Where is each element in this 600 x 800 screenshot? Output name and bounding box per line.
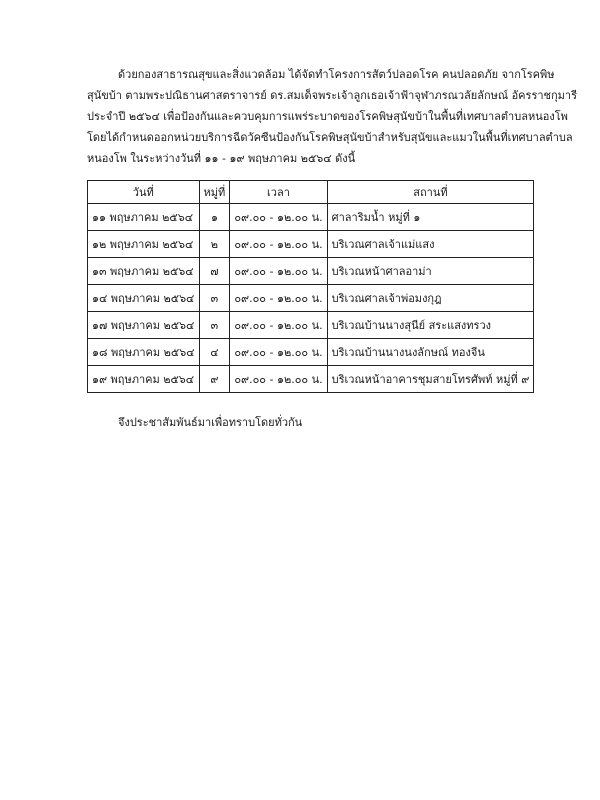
cell-place: บริเวณศาลเจ้าแม่แสง xyxy=(327,231,534,258)
table-row xyxy=(88,312,534,339)
cell-time: ๐๙.๐๐ - ๑๒.๐๐ น. xyxy=(230,366,327,393)
closing-statement: จึงประชาสัมพันธ์มาเพื่อทราบโดยทั่วกัน xyxy=(118,416,303,429)
cell-place: บริเวณหน้าศาลอาม่า xyxy=(327,258,534,285)
cell-time: ๐๙.๐๐ - ๑๒.๐๐ น. xyxy=(230,285,327,312)
cell-village: ๑ xyxy=(199,204,230,231)
cell-time: ๐๙.๐๐ - ๑๒.๐๐ น. xyxy=(230,339,327,366)
cell-place: บริเวณศาลเจ้าพ่อมงกุฎ xyxy=(327,285,534,312)
cell-time: ๐๙.๐๐ - ๑๒.๐๐ น. xyxy=(230,312,327,339)
cell-date: ๑๑ พฤษภาคม ๒๕๖๔ xyxy=(88,204,200,231)
table-row xyxy=(88,231,534,258)
cell-date: ๑๙ พฤษภาคม ๒๕๖๔ xyxy=(88,366,200,393)
header-place: สถานที่ xyxy=(327,181,534,204)
cell-place: ศาลาริมน้ำ หมู่ที่ ๑ xyxy=(327,204,534,231)
cell-village: ๙ xyxy=(199,366,230,393)
table-row xyxy=(88,258,534,285)
cell-date: ๑๒ พฤษภาคม ๒๕๖๔ xyxy=(88,231,200,258)
cell-village: ๓ xyxy=(199,285,230,312)
table-header-row xyxy=(88,181,534,204)
table-row xyxy=(88,366,534,393)
intro-line: หนองโพ ในระหว่างวันที่ ๑๑ - ๑๙ พฤษภาคม ๒๕๖๔ ดังนี้ xyxy=(87,152,356,165)
cell-time: ๐๙.๐๐ - ๑๒.๐๐ น. xyxy=(230,231,327,258)
header-time: เวลา xyxy=(230,181,327,204)
cell-village: ๒ xyxy=(199,231,230,258)
intro-line: โดยได้กำหนดออกหน่วยบริการฉีดวัคซีนป้องกันโรคพิษสุนัขบ้าสำหรับสุนัขและแมวในพื้นที่เทศบาลตำบล xyxy=(87,131,573,144)
table-row xyxy=(88,204,534,231)
cell-date: ๑๘ พฤษภาคม ๒๕๖๔ xyxy=(88,339,200,366)
cell-place: บริเวณบ้านนางนงลักษณ์ ทองจีน xyxy=(327,339,534,366)
intro-line: ประจำปี ๒๕๖๔ เพื่อป้องกันและควบคุมการแพร่ระบาดของโรคพิษสุนัขบ้าในพื้นที่เทศบาลตำบลหนองโพ xyxy=(87,110,568,123)
cell-place: บริเวณหน้าอาคารชุมสายโทรศัพท์ หมู่ที่ ๙ xyxy=(327,366,534,393)
table-row xyxy=(88,339,534,366)
header-village: หมู่ที่ xyxy=(199,181,230,204)
intro-paragraph xyxy=(87,64,577,169)
header-date: วันที่ xyxy=(88,181,200,204)
vaccination-schedule-table xyxy=(87,180,534,393)
cell-date: ๑๔ พฤษภาคม ๒๕๖๔ xyxy=(88,285,200,312)
cell-village: ๗ xyxy=(199,258,230,285)
cell-time: ๐๙.๐๐ - ๑๒.๐๐ น. xyxy=(230,258,327,285)
intro-line: ด้วยกองสาธารณสุขและสิ่งแวดล้อม ได้จัดทำโครงการสัตว์ปลอดโรค คนปลอดภัย จากโรคพิษ xyxy=(118,68,555,81)
intro-line: สุนัขบ้า ตามพระปณิธานศาสตราจารย์ ดร.สมเด็จพระเจ้าลูกเธอเจ้าฟ้าจุฬาภรณวลัยลักษณ์ อัครราชกุมารี xyxy=(87,89,577,102)
cell-date: ๑๗ พฤษภาคม ๒๕๖๔ xyxy=(88,312,200,339)
cell-place: บริเวณบ้านนางสุนีย์ สระแสงทรวง xyxy=(327,312,534,339)
cell-village: ๓ xyxy=(199,312,230,339)
table-row xyxy=(88,285,534,312)
cell-date: ๑๓ พฤษภาคม ๒๕๖๔ xyxy=(88,258,200,285)
cell-village: ๔ xyxy=(199,339,230,366)
cell-time: ๐๙.๐๐ - ๑๒.๐๐ น. xyxy=(230,204,327,231)
